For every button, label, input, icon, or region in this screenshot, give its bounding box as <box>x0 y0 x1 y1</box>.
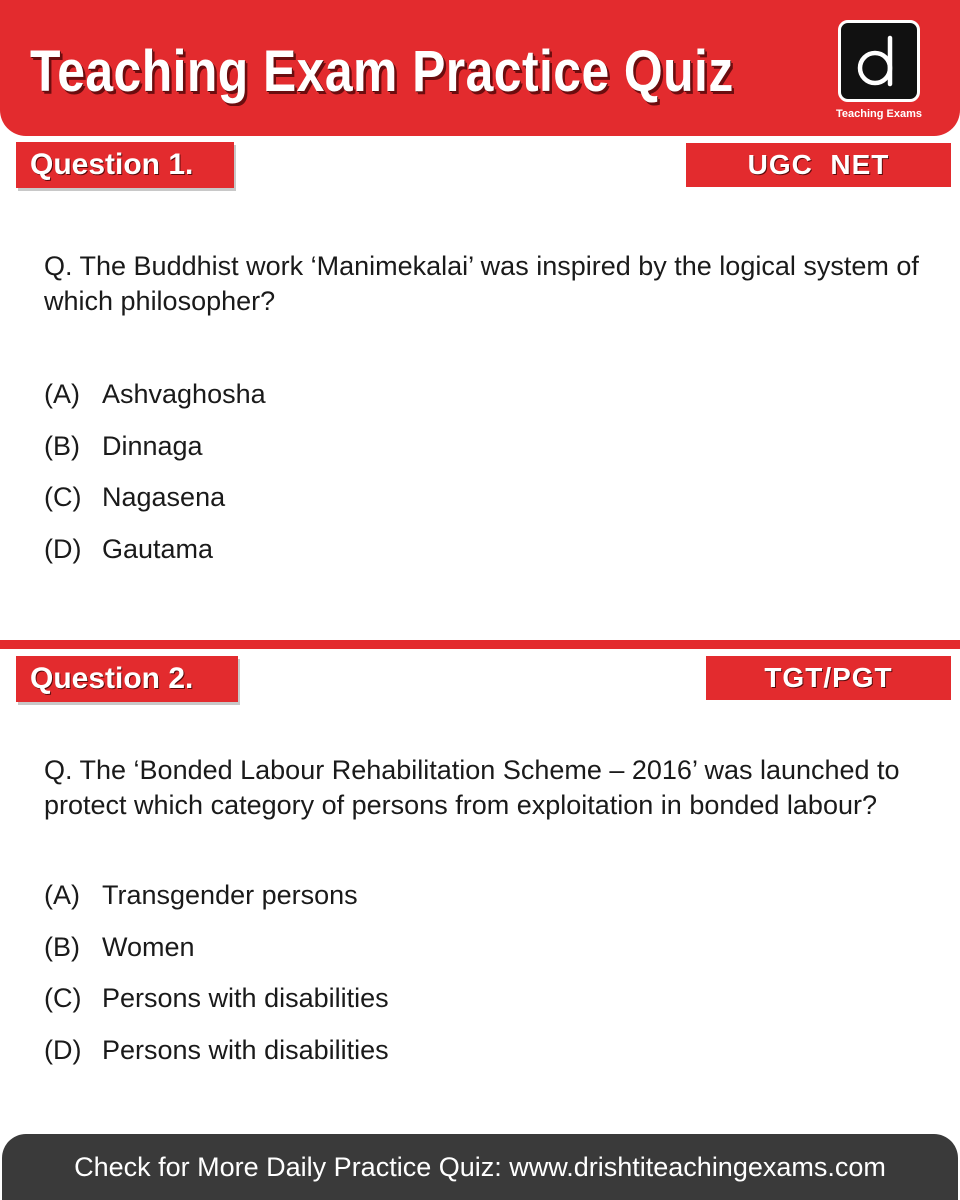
header-banner <box>0 0 960 136</box>
option-text: Nagasena <box>102 482 226 513</box>
page-title: Teaching Exam Practice Quiz <box>30 39 734 104</box>
question-1-label: Question 1. <box>16 142 234 188</box>
option-text: Gautama <box>102 533 214 564</box>
option-text: Persons with disabilities <box>102 983 389 1014</box>
question-2-exam-tag: TGT/PGT <box>706 656 951 700</box>
question-2-options <box>44 870 924 1076</box>
question-1-text: Q. The Buddhist work ‘Manimekalai’ was inspired by the logical system of which philosopher? <box>44 251 919 316</box>
option-text: Women <box>102 931 195 962</box>
footer-link-text[interactable]: Check for More Daily Practice Quiz: www.drishtiteachingexams.com <box>74 1152 886 1182</box>
option-text: Transgender persons <box>102 880 358 911</box>
question-2-option-a[interactable] <box>44 870 924 922</box>
option-letter: (D) <box>44 533 82 564</box>
section-divider <box>0 640 960 649</box>
question-1-option-d[interactable] <box>44 524 924 576</box>
question-2-option-d[interactable] <box>44 1025 924 1077</box>
question-1-exam-tag: UGC NET <box>686 143 951 187</box>
question-1-option-a[interactable] <box>44 369 924 421</box>
question-2-text: Q. The ‘Bonded Labour Rehabilitation Scheme – 2016’ was launched to protect which category of persons from exploitation in bonded labour? <box>44 755 900 820</box>
option-text: Dinnaga <box>102 430 203 461</box>
option-letter: (C) <box>44 983 82 1014</box>
question-2-label: Question 2. <box>16 656 238 702</box>
option-letter: (C) <box>44 482 82 513</box>
question-2-option-c[interactable] <box>44 973 924 1025</box>
question-1-options <box>44 369 924 575</box>
footer-banner <box>2 1134 958 1200</box>
question-2-option-b[interactable] <box>44 922 924 974</box>
option-letter: (B) <box>44 931 80 962</box>
question-1-option-b[interactable] <box>44 421 924 473</box>
option-letter: (B) <box>44 430 80 461</box>
option-text: Persons with disabilities <box>102 1034 389 1065</box>
logo-caption: Teaching Exams <box>836 108 922 120</box>
question-1-option-c[interactable] <box>44 472 924 524</box>
d-logo-icon <box>841 23 917 99</box>
option-letter: (A) <box>44 379 80 410</box>
brand-logo[interactable] <box>838 20 920 102</box>
option-letter: (A) <box>44 880 80 911</box>
option-text: Ashvaghosha <box>102 379 266 410</box>
option-letter: (D) <box>44 1034 82 1065</box>
